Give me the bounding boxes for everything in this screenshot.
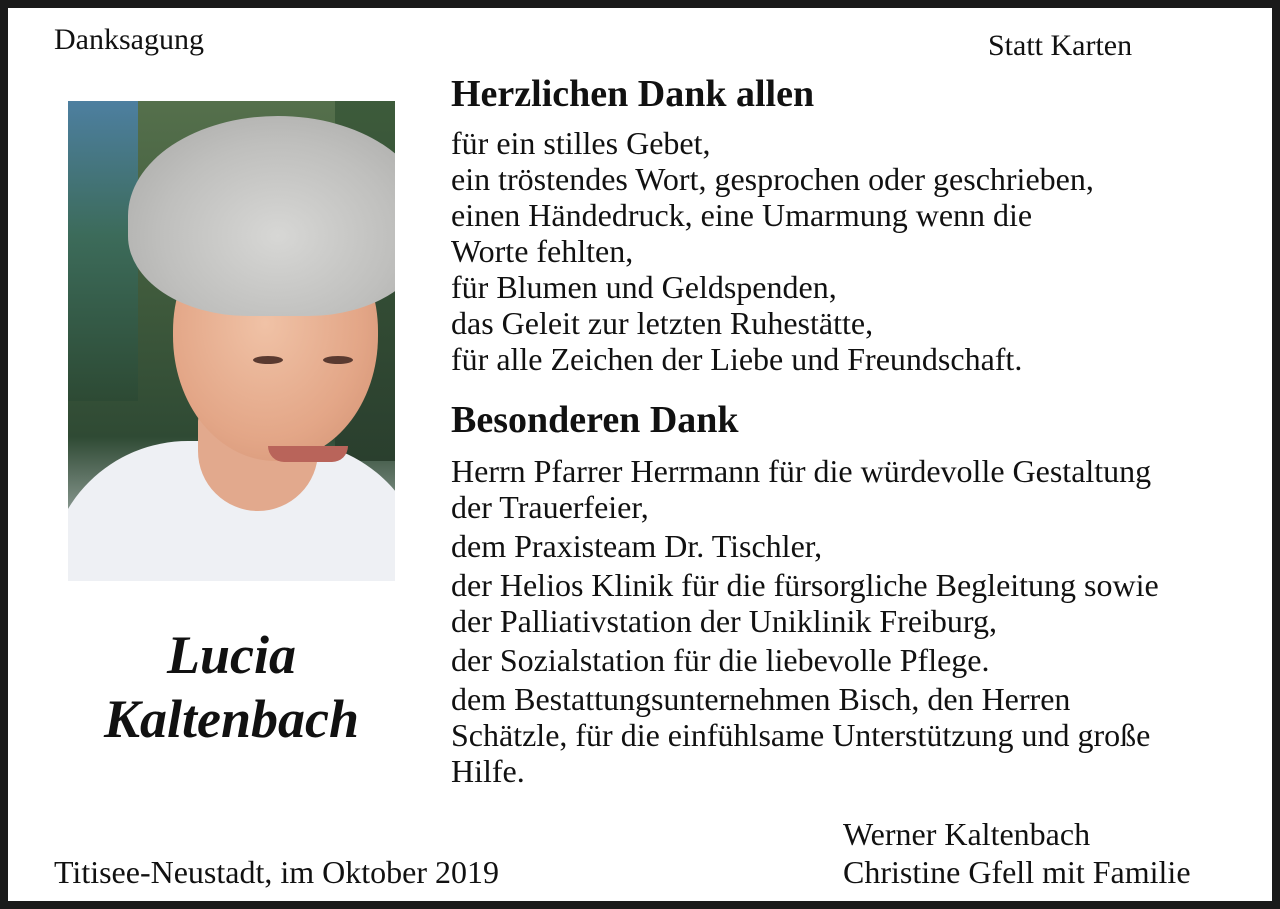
thanks-line: für alle Zeichen der Liebe und Freundschaft. [451, 341, 1023, 377]
place-and-date: Titisee-Neustadt, im Oktober 2019 [54, 854, 499, 890]
special-thanks-item [451, 642, 1159, 678]
special-thanks-item [451, 681, 1159, 789]
special-thanks-item [451, 567, 1159, 639]
heading-besonderen-dank: Besonderen Dank [451, 399, 739, 441]
thanks-line: für Blumen und Geldspenden, [451, 269, 837, 305]
thanks-line: für ein stilles Gebet, [451, 125, 711, 161]
special-thanks-line: Herrn Pfarrer Herrmann für die würdevolle Gestaltung [451, 453, 1152, 489]
special-thanks-line: dem Bestattungsunternehmen Bisch, den Herren [451, 681, 1071, 717]
thanks-line: das Geleit zur letzten Ruhestätte, [451, 305, 874, 341]
thanks-line: Worte fehlten, [451, 233, 634, 269]
special-thanks-line: der Palliativstation der Uniklinik Freiburg, [451, 603, 997, 639]
special-thanks-line: dem Praxisteam Dr. Tischler, [451, 528, 823, 564]
signature: Christine Gfell mit Familie [843, 854, 1191, 890]
special-thanks-item [451, 453, 1159, 525]
deceased-first-name: Lucia [167, 625, 296, 685]
special-thanks-line: der Trauerfeier, [451, 489, 649, 525]
deceased-last-name: Kaltenbach [103, 689, 360, 749]
special-thanks-line: Hilfe. [451, 753, 525, 789]
special-thanks-item [451, 528, 1159, 564]
thanks-line: einen Händedruck, eine Umarmung wenn die [451, 197, 1033, 233]
special-thanks-list [451, 453, 1159, 792]
signature: Werner Kaltenbach [843, 816, 1091, 852]
heading-herzlichen-dank: Herzlichen Dank allen [451, 73, 815, 115]
special-thanks-line: der Helios Klinik für die fürsorgliche Begleitung sowie [451, 567, 1159, 603]
header-statt-karten: Statt Karten [988, 29, 1133, 62]
thanks-list [451, 125, 1094, 377]
header-danksagung: Danksagung [54, 23, 204, 56]
thanks-line: ein tröstendes Wort, gesprochen oder geschrieben, [451, 161, 1094, 197]
special-thanks-line: der Sozialstation für die liebevolle Pflege. [451, 642, 990, 678]
portrait-photo [68, 101, 395, 581]
special-thanks-line: Schätzle, für die einfühlsame Unterstützung und große [451, 717, 1151, 753]
